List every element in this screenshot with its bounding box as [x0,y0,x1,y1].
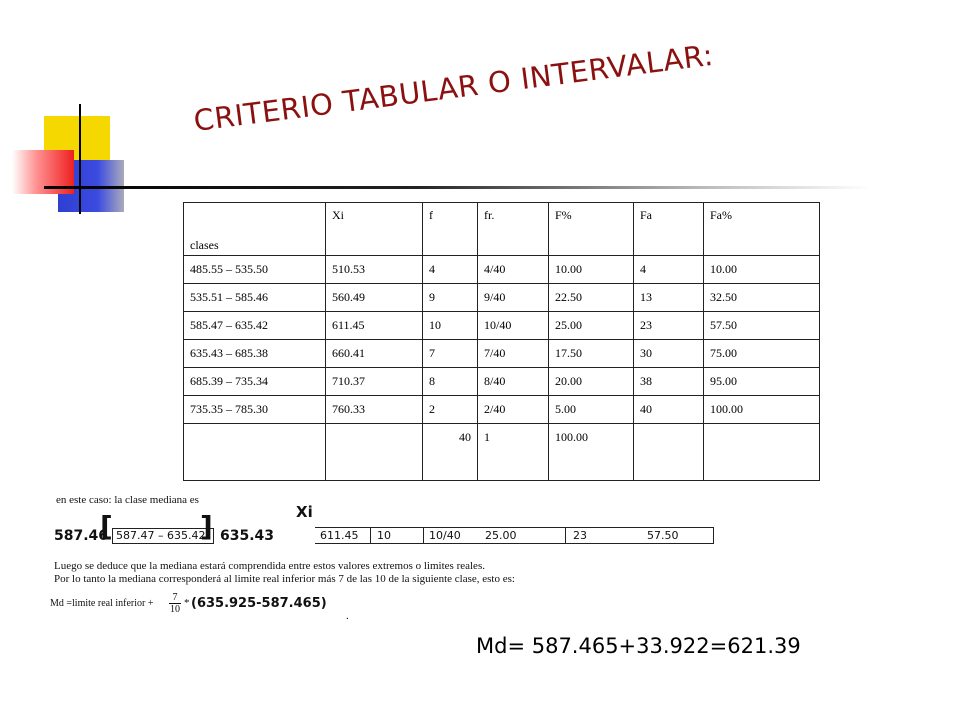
formula-prefix: Md =limite real inferior + [50,598,154,609]
cell-fa-pct: 10.00 [704,256,820,284]
total-empty [184,424,326,481]
table-totals-row [184,424,820,481]
cell-fa: 13 [634,284,704,312]
fraction-seven-tenths [169,592,181,615]
total-empty [634,424,704,481]
header-fa-pct: Fa% [704,203,820,256]
page-title: CRITERIO TABULAR O INTERVALAR: [191,37,716,138]
total-f-pct: 100.00 [549,424,634,481]
cell-clases: 585.47 – 635.42 [184,312,326,340]
cell-f-pct: 10.00 [549,256,634,284]
formula-multiply: * [184,597,190,609]
cell-f-pct: 17.50 [549,340,634,368]
total-f: 40 [423,424,478,481]
cell-fa-pct: 32.50 [704,284,820,312]
table-header-row [184,203,820,256]
header-clases: clases [184,203,326,256]
row-f: 10 [377,529,391,542]
cell-fa-pct: 57.50 [704,312,820,340]
fraction-denominator: 10 [170,604,180,615]
table-row [184,368,820,396]
cell-f: 4 [423,256,478,284]
table-row [184,312,820,340]
lower-real-limit: 587.46 [54,528,109,544]
table-row [184,396,820,424]
total-empty [326,424,423,481]
cell-f: 10 [423,312,478,340]
cell-fa: 40 [634,396,704,424]
vertical-line [79,104,81,214]
cell-clases: 735.35 – 785.30 [184,396,326,424]
row-fa: 23 [573,529,587,542]
cell-xi: 660.41 [326,340,423,368]
row-xi: 611.45 [320,529,359,542]
row-separator [370,528,371,543]
cell-clases: 635.43 – 685.38 [184,340,326,368]
cell-fa: 38 [634,368,704,396]
row-separator [565,528,566,543]
total-fr: 1 [478,424,549,481]
cell-xi: 510.53 [326,256,423,284]
cell-clases: 485.55 – 535.50 [184,256,326,284]
median-explanation [50,490,679,630]
table-row [184,256,820,284]
cell-xi: 611.45 [326,312,423,340]
median-class-range: 587.47 – 635.42 [112,528,214,544]
row-fa-pct: 57.50 [647,529,679,542]
cell-f-pct: 25.00 [549,312,634,340]
explanation-line-2: Por lo tanto la mediana corresponderá al limite real inferior más 7 de las 10 de la siguiente clase, esto es: [54,573,515,585]
formula-difference: (635.925-587.465) [191,596,327,611]
header-f: f [423,203,478,256]
header-fr: fr. [478,203,549,256]
header-fa: Fa [634,203,704,256]
xi-label: Xi [296,503,313,521]
cell-xi: 560.49 [326,284,423,312]
cell-clases: 535.51 – 585.46 [184,284,326,312]
header-xi: Xi [326,203,423,256]
cell-f: 2 [423,396,478,424]
cell-fr: 10/40 [478,312,549,340]
cell-fr: 8/40 [478,368,549,396]
cell-fr: 2/40 [478,396,549,424]
title-underline [44,186,870,189]
header-f-pct: F% [549,203,634,256]
stray-dot: . [346,610,349,622]
intro-text: en este caso: la clase mediana es [56,494,199,506]
cell-xi: 710.37 [326,368,423,396]
cell-f-pct: 5.00 [549,396,634,424]
upper-real-limit: 635.43 [220,528,275,544]
table-row [184,340,820,368]
cell-fa: 4 [634,256,704,284]
row-separator [423,528,424,543]
cell-fr: 4/40 [478,256,549,284]
cell-f-pct: 22.50 [549,284,634,312]
row-f-pct: 25.00 [485,529,517,542]
cell-fa-pct: 100.00 [704,396,820,424]
median-result: Md= 587.465+33.922=621.39 [476,634,801,658]
fraction-numerator: 7 [172,592,178,603]
cell-f: 9 [423,284,478,312]
cell-fa-pct: 75.00 [704,340,820,368]
total-empty [704,424,820,481]
cell-xi: 760.33 [326,396,423,424]
cell-fa-pct: 95.00 [704,368,820,396]
right-bracket: ] [200,510,213,543]
median-class-row [315,527,714,544]
row-fr: 10/40 [429,529,461,542]
cell-f: 7 [423,340,478,368]
left-bracket: [ [100,510,113,543]
frequency-table [183,202,820,481]
cell-fa: 30 [634,340,704,368]
cell-f-pct: 20.00 [549,368,634,396]
cell-fr: 7/40 [478,340,549,368]
cell-fr: 9/40 [478,284,549,312]
table-row [184,284,820,312]
cell-f: 8 [423,368,478,396]
cell-clases: 685.39 – 735.34 [184,368,326,396]
cell-fa: 23 [634,312,704,340]
explanation-line-1: Luego se deduce que la mediana estará comprendida entre estos valores extremos o limites reales. [54,560,485,572]
